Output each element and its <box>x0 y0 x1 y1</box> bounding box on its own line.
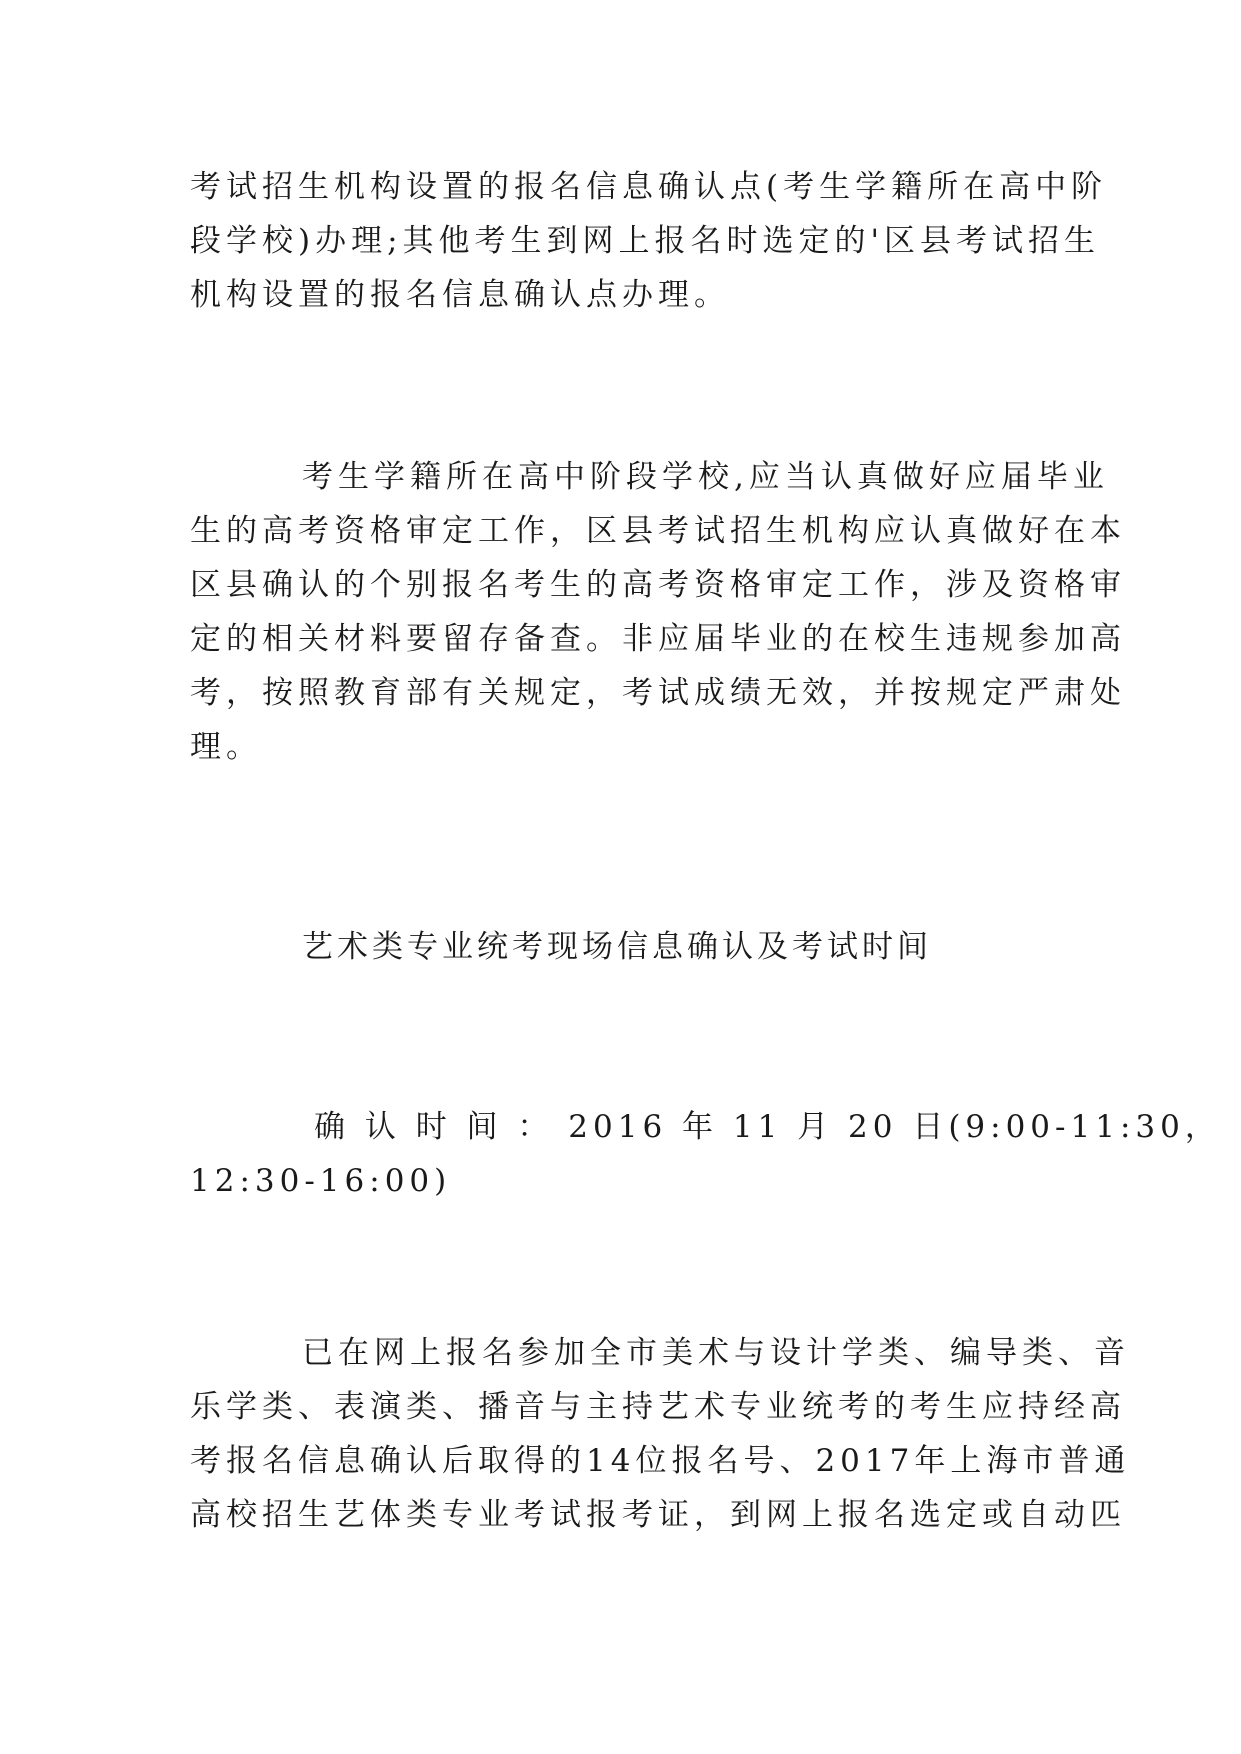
paragraph-qualification-review <box>190 450 1126 774</box>
paragraph-confirmation-location <box>190 160 1108 322</box>
text-line: 确 认 时 间 ： 2016 年 11 月 20 日(9:00-11:30， <box>314 1109 1221 1145</box>
text-line: 考，按照教育部有关规定，考试成绩无效，并按规定严肃处 <box>190 675 1126 711</box>
text-line: 机构设置的报名信息确认点办理。 <box>190 277 730 313</box>
text-line: 12:30-16:00) <box>190 1163 452 1199</box>
text-line: 已在网上报名参加全市美术与设计学类、编导类、音 <box>302 1335 1130 1371</box>
text-line: 定的相关材料要留存备查。非应届毕业的在校生违规参加高 <box>190 621 1126 657</box>
text-line: 考试招生机构设置的报名信息确认点(考生学籍所在高中阶 <box>190 169 1108 205</box>
text-line: 段学校)办理;其他考生到网上报名时选定的'区县考试招生 <box>190 223 1101 259</box>
text-line: 考生学籍所在高中阶段学校,应当认真做好应届毕业 <box>302 459 1109 495</box>
text-line: 高校招生艺体类专业考试报考证，到网上报名选定或自动匹 <box>190 1497 1126 1533</box>
paragraph-confirmation-time <box>190 1100 1221 1208</box>
text-line: 区县确认的个别报名考生的高考资格审定工作，涉及资格审 <box>190 567 1126 603</box>
section-heading: 艺术类专业统考现场信息确认及考试时间 <box>302 929 932 965</box>
text-line: 考报名信息确认后取得的14位报名号、2017年上海市普通 <box>190 1443 1131 1479</box>
text-line: 生的高考资格审定工作，区县考试招生机构应认真做好在本 <box>190 513 1126 549</box>
paragraph-art-exam-registration <box>190 1326 1131 1542</box>
text-line: 乐学类、表演类、播音与主持艺术专业统考的考生应持经高 <box>190 1389 1126 1425</box>
text-line: 理。 <box>190 729 262 765</box>
